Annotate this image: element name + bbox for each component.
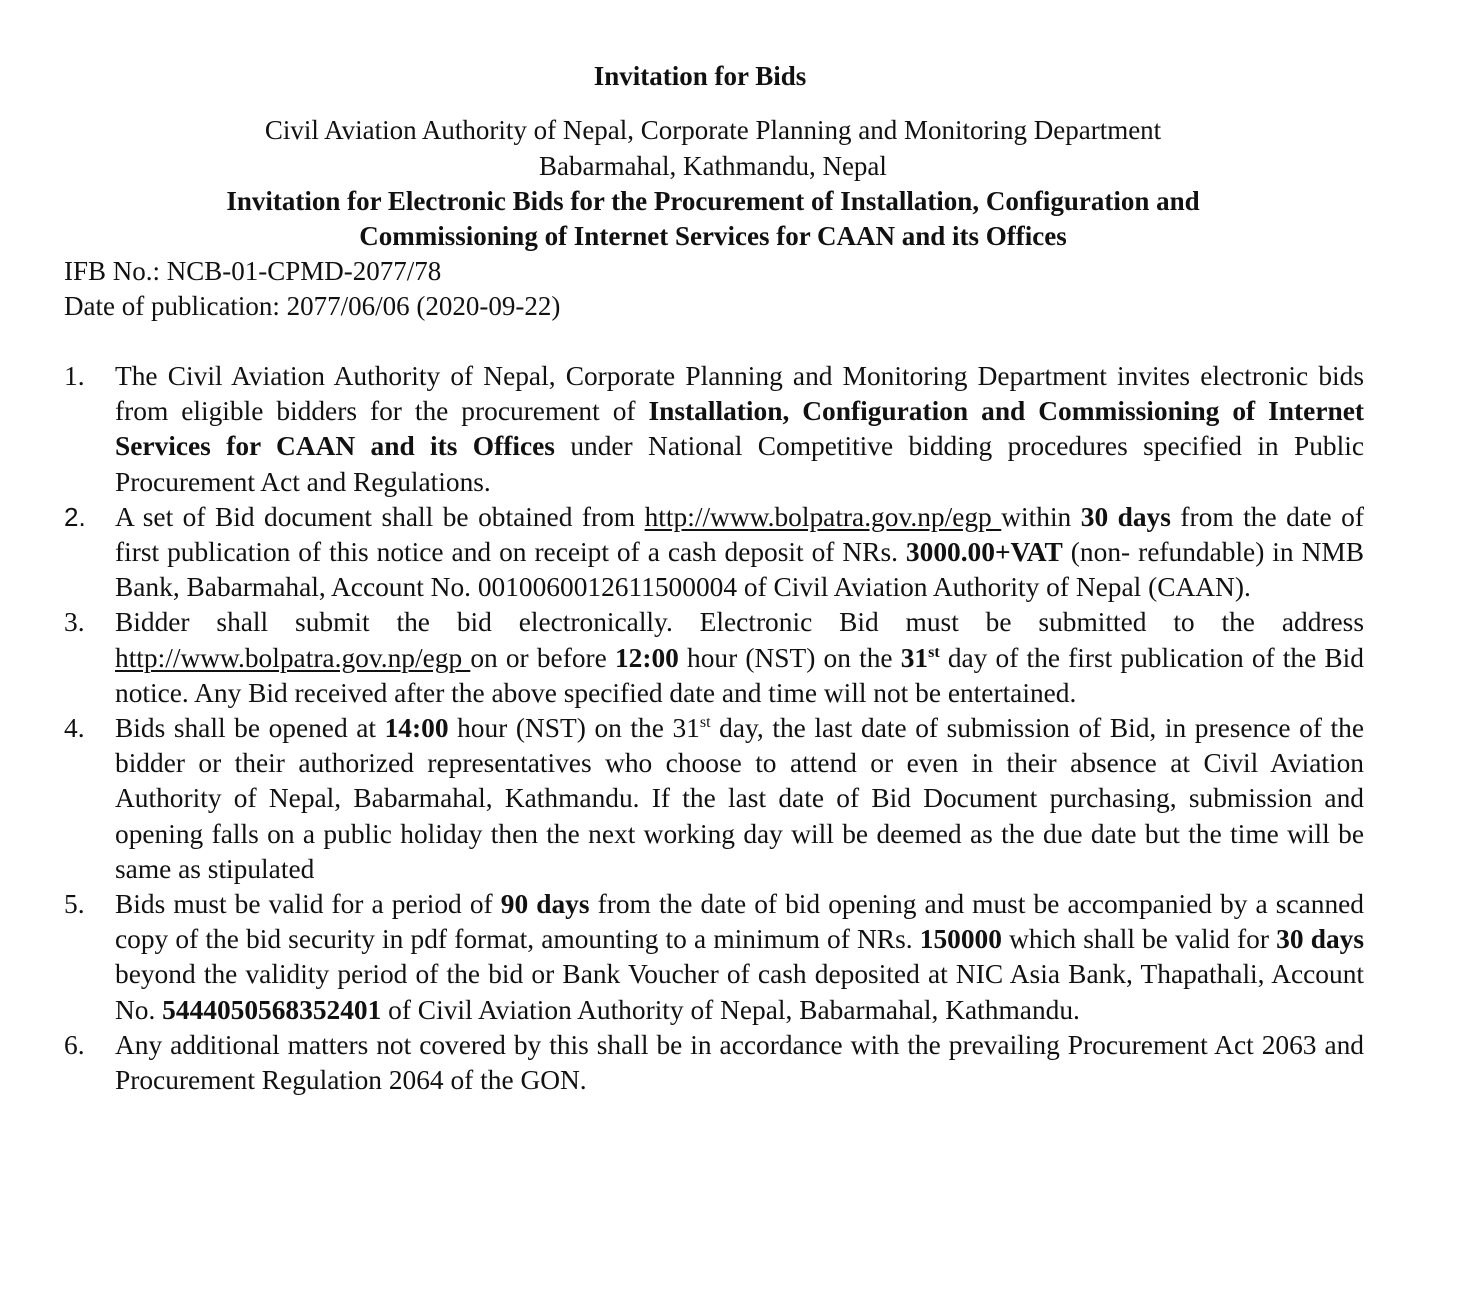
security-validity: 30 days <box>1276 924 1364 955</box>
terms-list <box>64 359 1364 1098</box>
ordinal-suffix: st <box>928 643 940 661</box>
subtitle-line-1: Invitation for Electronic Bids for the Procurement of Installation, Configuration and <box>226 186 1200 216</box>
item-text: A set of Bid document shall be obtained from <box>115 501 645 532</box>
list-item-3 <box>64 605 1364 711</box>
ordinal-suffix: st <box>699 714 711 732</box>
item-number: 2. <box>64 501 86 532</box>
organization-name: Civil Aviation Authority of Nepal, Corporate Planning and Monitoring Department <box>264 115 1162 145</box>
item-text: Bids shall be opened at <box>115 713 385 744</box>
item-number: 3. <box>64 607 85 638</box>
item-text: hour (NST) on the 31 <box>448 713 700 744</box>
validity-period: 90 days <box>500 889 590 920</box>
item-text: within <box>1001 501 1081 532</box>
item-number: 6. <box>64 1029 85 1060</box>
item-text: (non- refundable) in NMB Bank, Babarmahal, Account No. 0010060012611500004 of Civil Aviation Authority of Nepal (CAAN). <box>115 537 1364 603</box>
item-text: beyond the validity period of the bid or Bank Voucher of cash deposited at NIC Asia Bank, Thapathali, Account No. <box>115 959 1364 1025</box>
list-item-2 <box>64 500 1364 606</box>
list-item-1 <box>64 359 1364 500</box>
submission-day-number: 31 <box>900 642 929 673</box>
item-number: 5. <box>64 889 85 920</box>
item-text: Bidder shall submit the bid electronically. Electronic Bid must be submitted to the address <box>115 607 1364 638</box>
bid-security-amount: 150000 <box>919 924 1002 955</box>
submission-time: 12:00 <box>614 642 679 673</box>
bolpatra-link[interactable]: http://www.bolpatra.gov.np/egp <box>644 501 1002 532</box>
ifb-number: IFB No.: NCB-01-CPMD-2077/78 <box>64 256 442 286</box>
item-text: on or before <box>470 642 615 673</box>
organization-address: Babarmahal, Kathmandu, Nepal <box>539 151 887 181</box>
item-text: of Civil Aviation Authority of Nepal, Babarmahal, Kathmandu. <box>381 994 1080 1025</box>
item-text: under National Competitive bidding procedures specified in Public Procurement Act and Regulations. <box>115 431 1364 497</box>
item-number: 4. <box>64 713 85 744</box>
subtitle-line-2: Commissioning of Internet Services for CAAN and its Offices <box>359 221 1067 251</box>
item-text: Any additional matters not covered by this shall be in accordance with the prevailing Procurement Act 2063 and Procurement Regulation 2064 of the GON. <box>115 1029 1364 1096</box>
document-title: Invitation for Bids <box>593 61 807 91</box>
item-text: day of the first publication of the Bid notice. Any Bid received after the above specified date and time will not be entertained. <box>115 642 1364 708</box>
list-item-5 <box>64 887 1364 1028</box>
submission-day <box>901 643 940 673</box>
item-text: The Civil Aviation Authority of Nepal, Corporate Planning and Monitoring Department invites electronic bids from eligible bidders for the procurement of <box>115 361 1364 427</box>
list-item-6 <box>64 1028 1364 1098</box>
account-number: 5444050568352401 <box>162 994 382 1025</box>
list-item-4 <box>64 711 1364 887</box>
procurement-subject: Installation, Configuration and Commissioning of Internet Services for CAAN and its Offices <box>115 396 1364 462</box>
purchase-period: 30 days <box>1080 501 1171 532</box>
item-text: which shall be valid for <box>1001 924 1277 955</box>
document-fee: 3000.00+VAT <box>905 537 1063 568</box>
item-text: day, the last date of submission of Bid, in presence of the bidder or their authorized representatives who choose to attend or even in their absence at Civil Aviation Authority of Nepal, Babarmahal, Kathmandu. If the last date of Bid Document purchasing, submission and opening falls on a public holiday then the next working day will be deemed as the due date but the time will be same as stipulated <box>115 713 1365 884</box>
item-number: 1. <box>64 361 85 391</box>
item-text: hour (NST) on the <box>678 642 901 673</box>
item-text: from the date of bid opening and must be accompanied by a scanned copy of the bid security in pdf format, amounting to a minimum of NRs. <box>115 889 1364 955</box>
opening-time: 14:00 <box>384 713 449 744</box>
publication-date: Date of publication: 2077/06/06 (2020-09-22) <box>64 291 561 321</box>
item-text: Bids must be valid for a period of <box>115 889 501 920</box>
item-text: from the date of first publication of this notice and on receipt of a cash deposit of NRs. <box>115 501 1365 568</box>
bolpatra-link[interactable]: http://www.bolpatra.gov.np/egp <box>115 642 471 673</box>
